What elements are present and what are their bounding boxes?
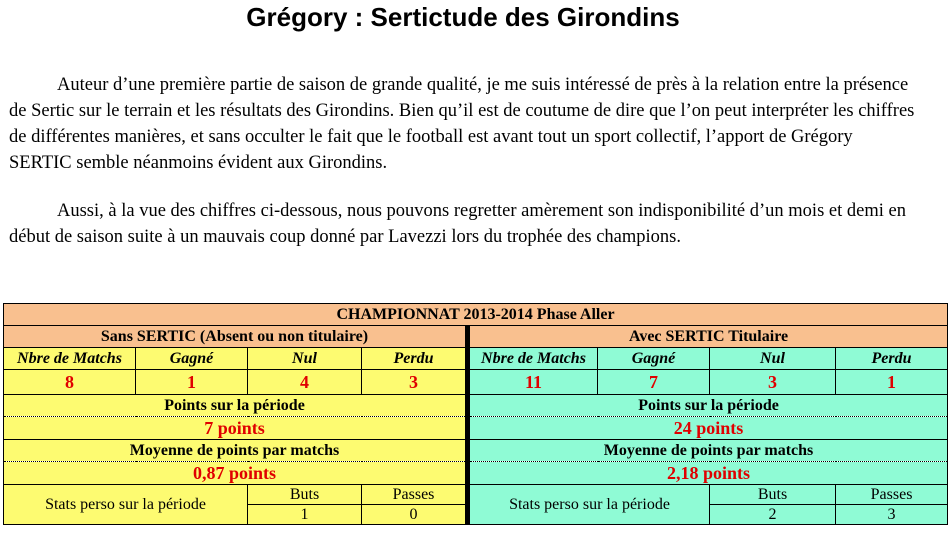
table-title: CHAMPIONNAT 2013-2014 Phase Aller: [4, 304, 948, 326]
with-buts-label: Buts: [710, 485, 836, 505]
without-perso-label: Stats perso sur la période: [4, 485, 248, 525]
with-draw-value: 3: [710, 370, 836, 395]
paragraph-conclusion: [9, 198, 919, 250]
without-won-value: 1: [136, 370, 248, 395]
page-title: Grégory : Sertictude des Girondins: [246, 2, 680, 32]
with-points-value: 24 points: [468, 417, 948, 440]
without-buts-label: Buts: [248, 485, 362, 505]
with-lost-value: 1: [836, 370, 948, 395]
col-header-won: Gagné: [136, 348, 248, 370]
col-header-draw: Nul: [710, 348, 836, 370]
paragraph-conclusion-text: Aussi, à la vue des chiffres ci-dessous, nous pouvons regretter amèrement son indisponibilité d’un mois et demi en début de saison suite à un mauvais coup donné par Lavezzi lors du trophée des champions.: [9, 201, 906, 247]
without-passes-value: 0: [362, 505, 468, 525]
with-won-value: 7: [598, 370, 710, 395]
without-points-value: 7 points: [4, 417, 468, 440]
col-header-matches: Nbre de Matchs: [4, 348, 136, 370]
col-header-lost: Perdu: [362, 348, 468, 370]
with-passes-value: 3: [836, 505, 948, 525]
col-header-lost: Perdu: [836, 348, 948, 370]
with-matches-value: 11: [468, 370, 598, 395]
col-header-draw: Nul: [248, 348, 362, 370]
without-average-label: Moyenne de points par matchs: [4, 440, 468, 462]
paragraph-intro: [9, 72, 919, 176]
with-average-value: 2,18 points: [468, 462, 948, 485]
col-header-matches: Nbre de Matchs: [468, 348, 598, 370]
without-average-value: 0,87 points: [4, 462, 468, 485]
without-matches-value: 8: [4, 370, 136, 395]
col-header-won: Gagné: [598, 348, 710, 370]
without-buts-value: 1: [248, 505, 362, 525]
without-points-label: Points sur la période: [4, 395, 468, 417]
with-buts-value: 2: [710, 505, 836, 525]
with-average-label: Moyenne de points par matchs: [468, 440, 948, 462]
with-points-label: Points sur la période: [468, 395, 948, 417]
with-passes-label: Passes: [836, 485, 948, 505]
without-sertic-header: Sans SERTIC (Absent ou non titulaire): [4, 326, 468, 348]
with-sertic-header: Avec SERTIC Titulaire: [468, 326, 948, 348]
without-draw-value: 4: [248, 370, 362, 395]
with-perso-label: Stats perso sur la période: [468, 485, 710, 525]
stats-table: [3, 303, 948, 525]
paragraph-intro-text: Auteur d’une première partie de saison de grande qualité, je me suis intéressé de près à la relation entre la présence de Sertic sur le terrain et les résultats des Girondins. Bien qu’il est de coutume de dire que l’on peut interpréter les chiffres de différentes manières, et sans occulter le fait que le football est avant tout un sport collectif, l’apport de Grégory SERTIC semble néanmoins évident aux Girondins.: [9, 75, 915, 173]
without-lost-value: 3: [362, 370, 468, 395]
without-passes-label: Passes: [362, 485, 468, 505]
